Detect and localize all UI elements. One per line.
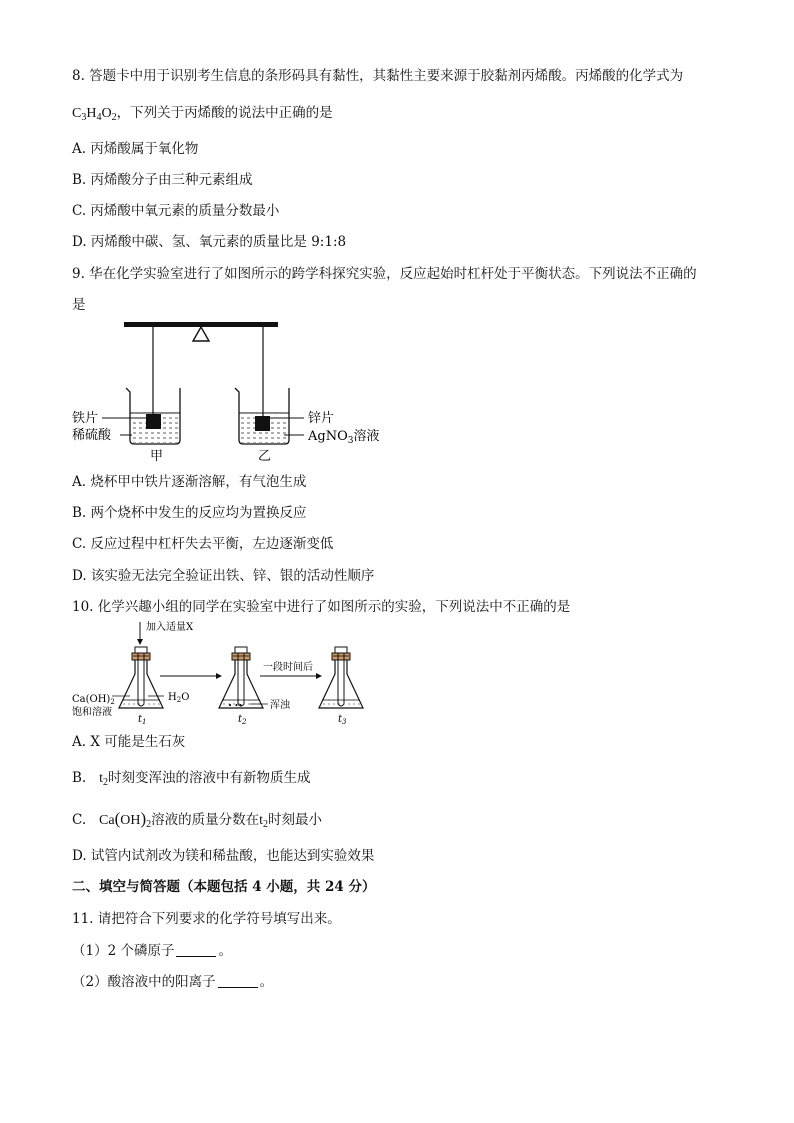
beaker-yi <box>235 388 289 444</box>
label-t1: $t_1$ <box>138 714 147 726</box>
label-h2o: $H_2O$ <box>168 692 190 704</box>
label-add-x: 加入适量X <box>146 622 194 633</box>
answer-blank-2[interactable] <box>218 975 258 988</box>
q11-stem: 11. 请把符合下列要求的化学符号填写出来。 <box>72 911 341 927</box>
q9-option-b: B. 两个烧杯中发生的反应均为置换反应 <box>72 505 307 521</box>
label-t3: $t_3$ <box>338 714 347 726</box>
q8-option-b: B. 丙烯酸分子由三种元素组成 <box>72 172 253 188</box>
q9-option-a: A. 烧杯甲中铁片逐渐溶解，有气泡生成 <box>72 474 307 490</box>
label-iron: 铁片 <box>72 411 99 426</box>
q10-option-a: A. X 可能是生石灰 <box>72 734 186 750</box>
q8-option-c: C. 丙烯酸中氧元素的质量分数最小 <box>72 203 280 219</box>
q8-option-d: D. 丙烯酸中碳、氢、氧元素的质量比是 9:1:8 <box>72 234 347 250</box>
label-saturated-solution: 饱和溶液 <box>72 707 112 718</box>
q10-stem: 10. 化学兴趣小组的同学在实验室中进行了如图所示的实验，下列说法中不正确的是 <box>72 599 571 615</box>
label-agno3-solution: AgNO$_3$溶液 <box>308 429 380 446</box>
q10-flask-figure <box>72 618 382 728</box>
q10-option-c: C. $Ca(OH)_2$溶液的质量分数在$t_2$时刻最小 <box>72 809 323 830</box>
label-dilute-sulfuric-acid: 稀硫酸 <box>72 428 112 443</box>
fulcrum-icon <box>193 327 209 341</box>
label-after-a-while: 一段时间后 <box>263 662 313 673</box>
label-zinc: 锌片 <box>308 411 335 426</box>
label-turbid: 浑浊 <box>270 700 290 711</box>
iron-sheet <box>146 414 161 429</box>
q9-option-d: D. 该实验无法完全验证出铁、锌、银的活动性顺序 <box>72 568 375 584</box>
svg-text:• ••: • •• <box>228 702 243 710</box>
section-heading: 二、填空与简答题（本题包括 4 小题，共 24 分） <box>72 879 376 895</box>
label-yi: 乙 <box>258 449 272 464</box>
flask-t3 <box>319 647 363 708</box>
q9-stem-line2: 是 <box>72 297 86 313</box>
q9-stem-line1: 9. 华在化学实验室进行了如图所示的跨学科探究实验，反应起始时杠杆处于平衡状态。下列说法不正确的 <box>72 266 697 282</box>
q9-option-c: C. 反应过程中杠杆失去平衡，左边逐渐变低 <box>72 536 334 552</box>
answer-blank-1[interactable] <box>176 944 216 957</box>
flask-t1 <box>119 647 163 708</box>
q8-stem-line2: $C_3H_4O_2$，下列关于丙烯酸的说法中正确的是 <box>72 105 333 123</box>
q11-part-2: （2）酸溶液中的阳离子 。 <box>72 974 274 990</box>
zinc-sheet <box>255 416 270 431</box>
label-t2: $t_2$ <box>238 714 247 726</box>
q8-option-a: A. 丙烯酸属于氧化物 <box>72 141 199 157</box>
q9-lever-beaker-figure <box>72 316 382 466</box>
flask-t2 <box>219 647 263 710</box>
label-caoh2: $Ca(OH)_2$ <box>72 694 115 706</box>
q11-part-1: （1）2 个磷原子 。 <box>72 943 232 959</box>
q8-stem-line1: 8. 答题卡中用于识别考生信息的条形码具有黏性，其黏性主要来源于胶黏剂丙烯酸。丙烯酸的化学式为 <box>72 68 684 84</box>
q10-option-b: B. $t_2$时刻变浑浊的溶液中有新物质生成 <box>72 770 311 788</box>
q10-option-d: D. 试管内试剂改为镁和稀盐酸，也能达到实验效果 <box>72 848 375 864</box>
formula-acrylic-acid: $C_3H_4O_2$ <box>72 106 117 123</box>
label-jia: 甲 <box>150 449 164 464</box>
